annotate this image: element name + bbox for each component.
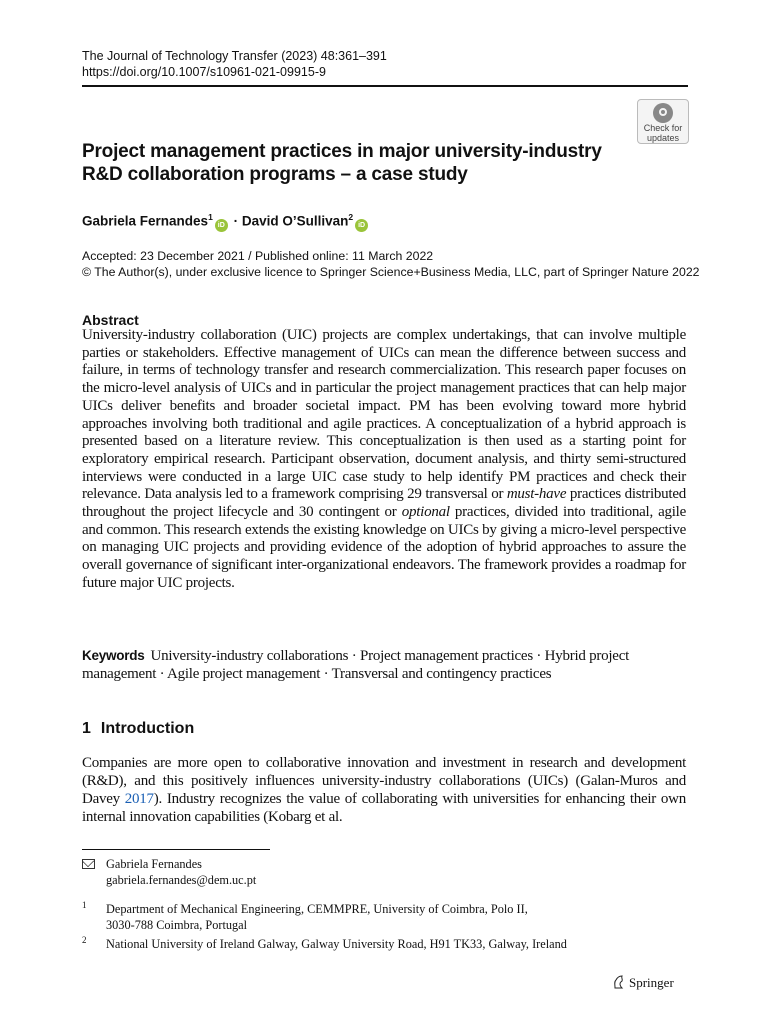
affiliation-line: 3030-788 Coimbra, Portugal: [106, 918, 248, 932]
keywords-label: Keywords: [82, 648, 145, 663]
footnote-number: 2: [82, 935, 87, 945]
envelope-icon: [82, 856, 105, 874]
corresponding-author: [106, 856, 256, 888]
paper-title: [82, 140, 642, 186]
intro-text: ). Industry recognizes the value of collaborating with universities for enhancing their own internal innovation capabilities (Kobarg et al.: [82, 790, 687, 825]
orcid-icon[interactable]: iD: [355, 219, 368, 232]
abstract-text: practices distributed throughout the project lifecycle and 30 contingent or: [82, 486, 687, 521]
author-separator: ·: [233, 213, 239, 229]
abstract-text: practices, divided into traditional, agile and common. This research extends the existing knowledge on UICs by giving a micro-level perspective on managing UIC projects and providing evidence of the adoption of hybrid approaches to assure the overall governance of significant inter-organizational endeavors. The framework provides a roadmap for future major UIC projects.: [82, 504, 687, 591]
abstract-emphasis: optional: [401, 504, 450, 521]
introduction-body: [82, 755, 686, 827]
keywords-section: [82, 647, 688, 683]
abstract-heading: Abstract: [82, 312, 139, 328]
affiliation-line: Department of Mechanical Engineering, CEMMPRE, University of Coimbra, Polo II,: [106, 902, 528, 916]
journal-header: [82, 48, 387, 80]
doi-link[interactable]: https://doi.org/10.1007/s10961-021-09915-9: [82, 65, 326, 79]
update-badge-icon: [653, 103, 673, 123]
header-rule: [82, 85, 688, 87]
publisher-name: Springer: [629, 975, 674, 990]
author-name[interactable]: David O’Sullivan: [241, 213, 349, 229]
dates-line: Accepted: 23 December 2021 / Published online: 11 March 2022: [82, 249, 434, 263]
section-title: Introduction: [100, 720, 195, 737]
orcid-icon[interactable]: iD: [215, 219, 228, 232]
check-updates-line1: Check for: [643, 123, 683, 133]
copyright-line: © The Author(s), under exclusive licence to Springer Science+Business Media, LLC, part of Springer Nature 2022: [82, 265, 700, 279]
check-updates-line2: updates: [646, 133, 680, 143]
citation-link[interactable]: 2017: [124, 790, 154, 807]
title-line-1: Project management practices in major university-industry: [82, 141, 602, 162]
affiliation-marker: 1: [208, 212, 213, 222]
abstract-emphasis: must-have: [506, 486, 567, 503]
abstract-body: [82, 327, 686, 593]
section-heading-introduction: [82, 719, 194, 739]
footnote-rule: [82, 849, 270, 850]
affiliation-2: [106, 936, 567, 952]
contact-name: Gabriela Fernandes: [106, 857, 202, 871]
footnote-number: 1: [82, 900, 87, 910]
contact-email[interactable]: gabriela.fernandes@dem.uc.pt: [106, 873, 257, 887]
section-number: 1: [82, 720, 91, 737]
springer-horse-icon: [612, 975, 625, 989]
author-list: [82, 208, 370, 232]
journal-citation: The Journal of Technology Transfer (2023) 48:361–391: [82, 49, 387, 63]
abstract-text: University-industry collaboration (UIC) projects are complex undertakings, that can involve multiple parties or stakeholders. Effective management of UICs can mean the difference between success and failure, in terms of technology transfer and research commercialization. This research paper focuses on the micro-level analysis of UICs and in particular the project management practices that can help major UICs deliver benefits and broader societal impact. PM has been evolving toward more hybrid approaches involving both traditional and agile practices. A conceptualization of a hybrid approach is presented based on a literature review. This conceptualization is then used as a starting point for exploratory empirical research. Participant observation, document analysis, and thirty semi-structured interviews were conducted in a large UIC case study to help identify PM practices and check their relevance. Data analysis led to a framework comprising 29 transversal or: [82, 327, 686, 503]
intro-text: Companies are more open to collaborative innovation and investment in research and development (R&D), and this positively influences university-industry collaborations (UICs) (Galan-Muros and Davey: [82, 755, 686, 807]
publisher-logo: [612, 974, 674, 992]
affiliation-line: National University of Ireland Galway, Galway University Road, H91 TK33, Galway, Ireland: [106, 937, 567, 951]
affiliation-marker: 2: [348, 212, 354, 222]
keywords-text: University-industry collaborations · Project management practices · Hybrid project management · Agile project management · Transversal and contingency practices: [82, 648, 630, 682]
check-for-updates-button[interactable]: [637, 99, 689, 144]
title-line-2: R&D collaboration programs – a case study: [82, 164, 468, 185]
affiliation-1: [106, 901, 528, 933]
author-name[interactable]: Gabriela Fernandes: [82, 213, 209, 229]
publication-dates: [82, 248, 700, 280]
